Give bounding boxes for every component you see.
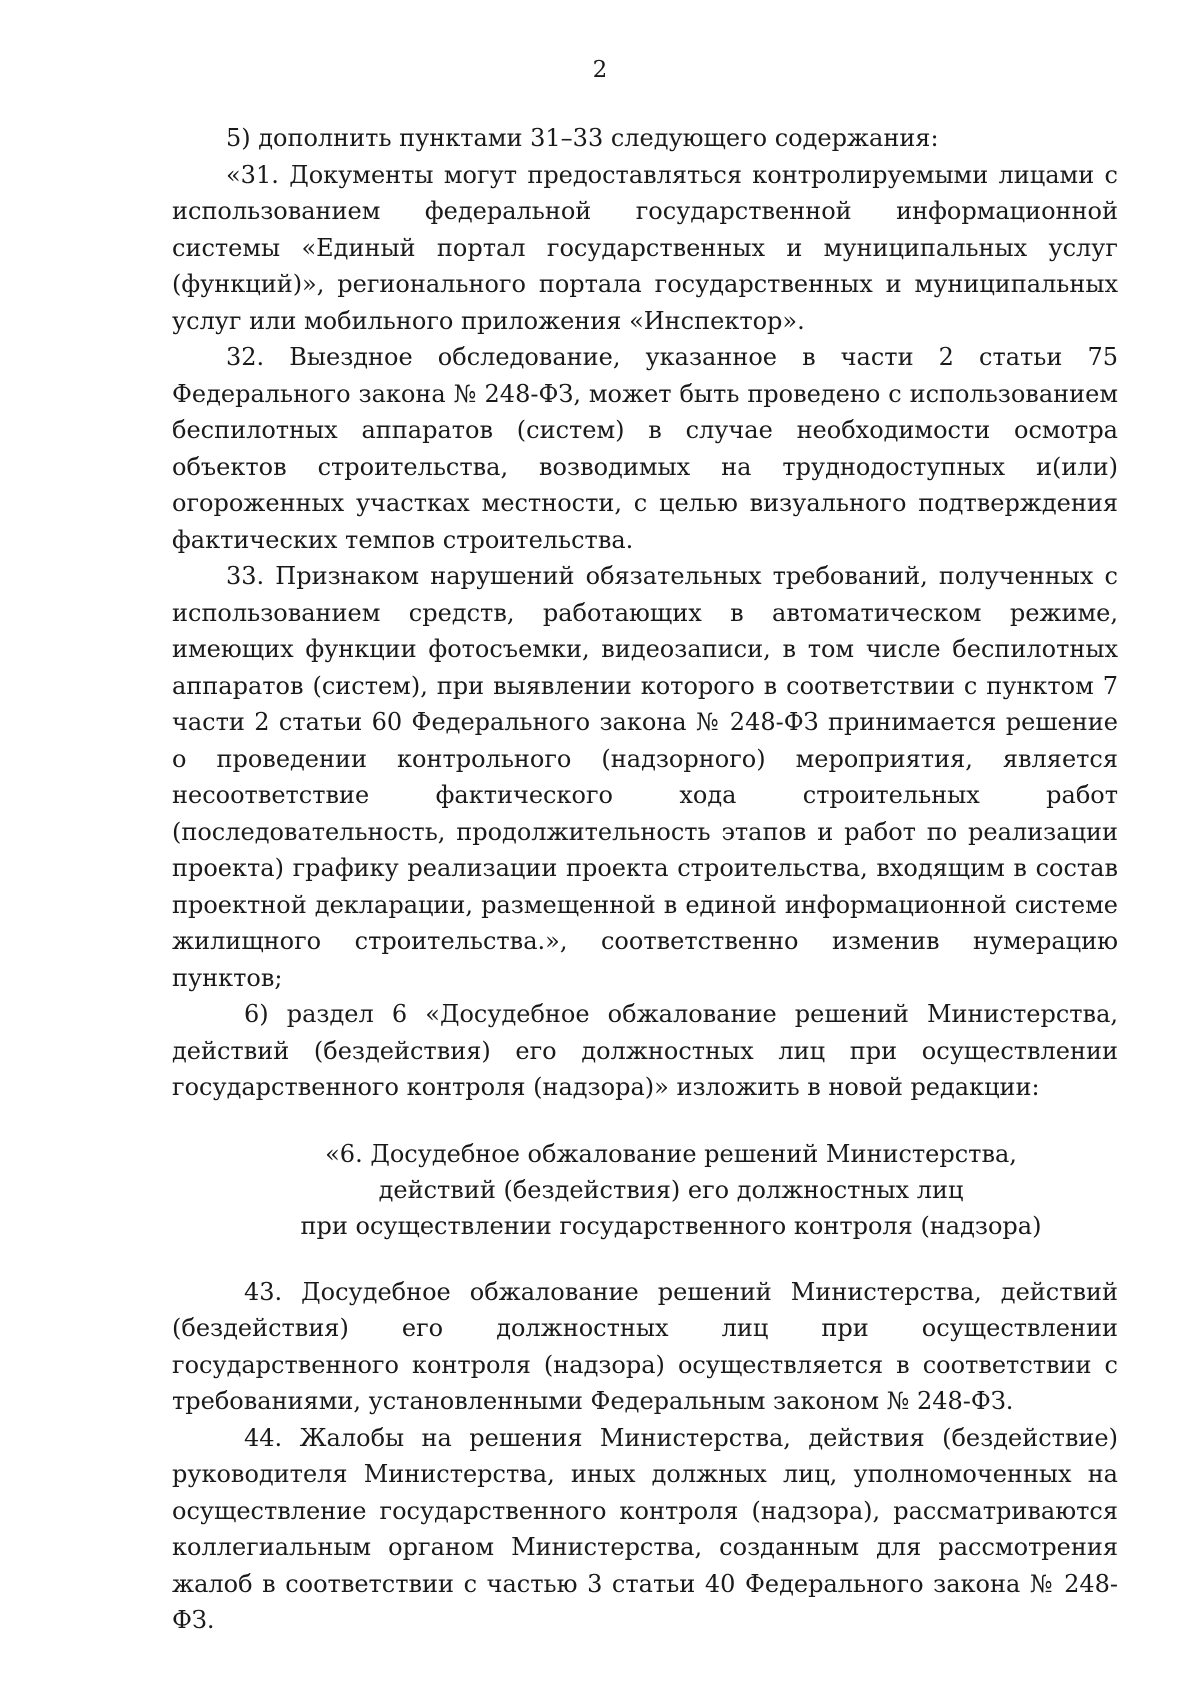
- paragraph-item-5-intro: 5) дополнить пунктами 31–33 следующего содержания:: [226, 124, 939, 152]
- section-heading-line-2: действий (бездействия) его должностных лиц: [378, 1175, 964, 1204]
- paragraph-item-6-intro: 6) раздел 6 «Досудебное обжалование решений Министерства, действий (бездействия) его должностных лиц при осуществлении государственного контроля (надзора)» изложить в новой редакции:: [172, 1000, 1118, 1101]
- section-heading-line-3: при осуществлении государственного контроля (надзора): [300, 1211, 1042, 1240]
- section-heading-line-1: «6. Досудебное обжалование решений Министерства,: [325, 1139, 1017, 1168]
- document-body: [172, 120, 1118, 1639]
- page-number: 2: [592, 57, 608, 83]
- paragraph-item-31: «31. Документы могут предоставляться контролируемыми лицами с использованием федеральной государственной информационной системы «Единый портал государственных и муниципальных услуг (функций)», регионального портала государственных и муниципальных услуг или мобильного приложения «Инспектор».: [172, 160, 1118, 335]
- paragraph-item-32: 32. Выездное обследование, указанное в части 2 статьи 75 Федерального закона № 248-ФЗ, может быть проведено с использованием беспилотных аппаратов (систем) в случае необходимости осмотра объектов строительства, возводимых на труднодоступных и(или) огороженных участках местности, с целью визуального подтверждения фактических темпов строительства.: [172, 343, 1118, 554]
- paragraph-item-44: 44. Жалобы на решения Министерства, действия (бездействие) руководителя Министерства, иных должных лиц, уполномоченных на осуществление государственного контроля (надзора), рассматриваются коллегиальным органом Министерства, созданным для рассмотрения жалоб в соответствии с частью 3 статьи 40 Федерального закона № 248-ФЗ.: [172, 1423, 1118, 1634]
- paragraph-item-43: 43. Досудебное обжалование решений Министерства, действий (бездействия) его должностных лиц при осуществлении государственного контроля (надзора) осуществляется в соответствии с требованиями, установленными Федеральным законом № 248-ФЗ.: [172, 1277, 1118, 1415]
- paragraph-item-33: 33. Признаком нарушений обязательных требований, полученных с использованием средств, работающих в автоматическом режиме, имеющих функции фотосъемки, видеозаписи, в том числе беспилотных аппаратов (систем), при выявлении которого в соответствии с пунктом 7 части 2 статьи 60 Федерального закона № 248-ФЗ принимается решение о проведении контрольного (надзорного) мероприятия, является несоответствие фактического хода строительных работ (последовательность, продолжительность этапов и работ по реализации проекта) графику реализации проекта строительства, входящим в состав проектной декларации, размещенной в единой информационной системе жилищного строительства.», соответственно изменив нумерацию пунктов;: [172, 562, 1118, 992]
- section-heading: [172, 1136, 1118, 1244]
